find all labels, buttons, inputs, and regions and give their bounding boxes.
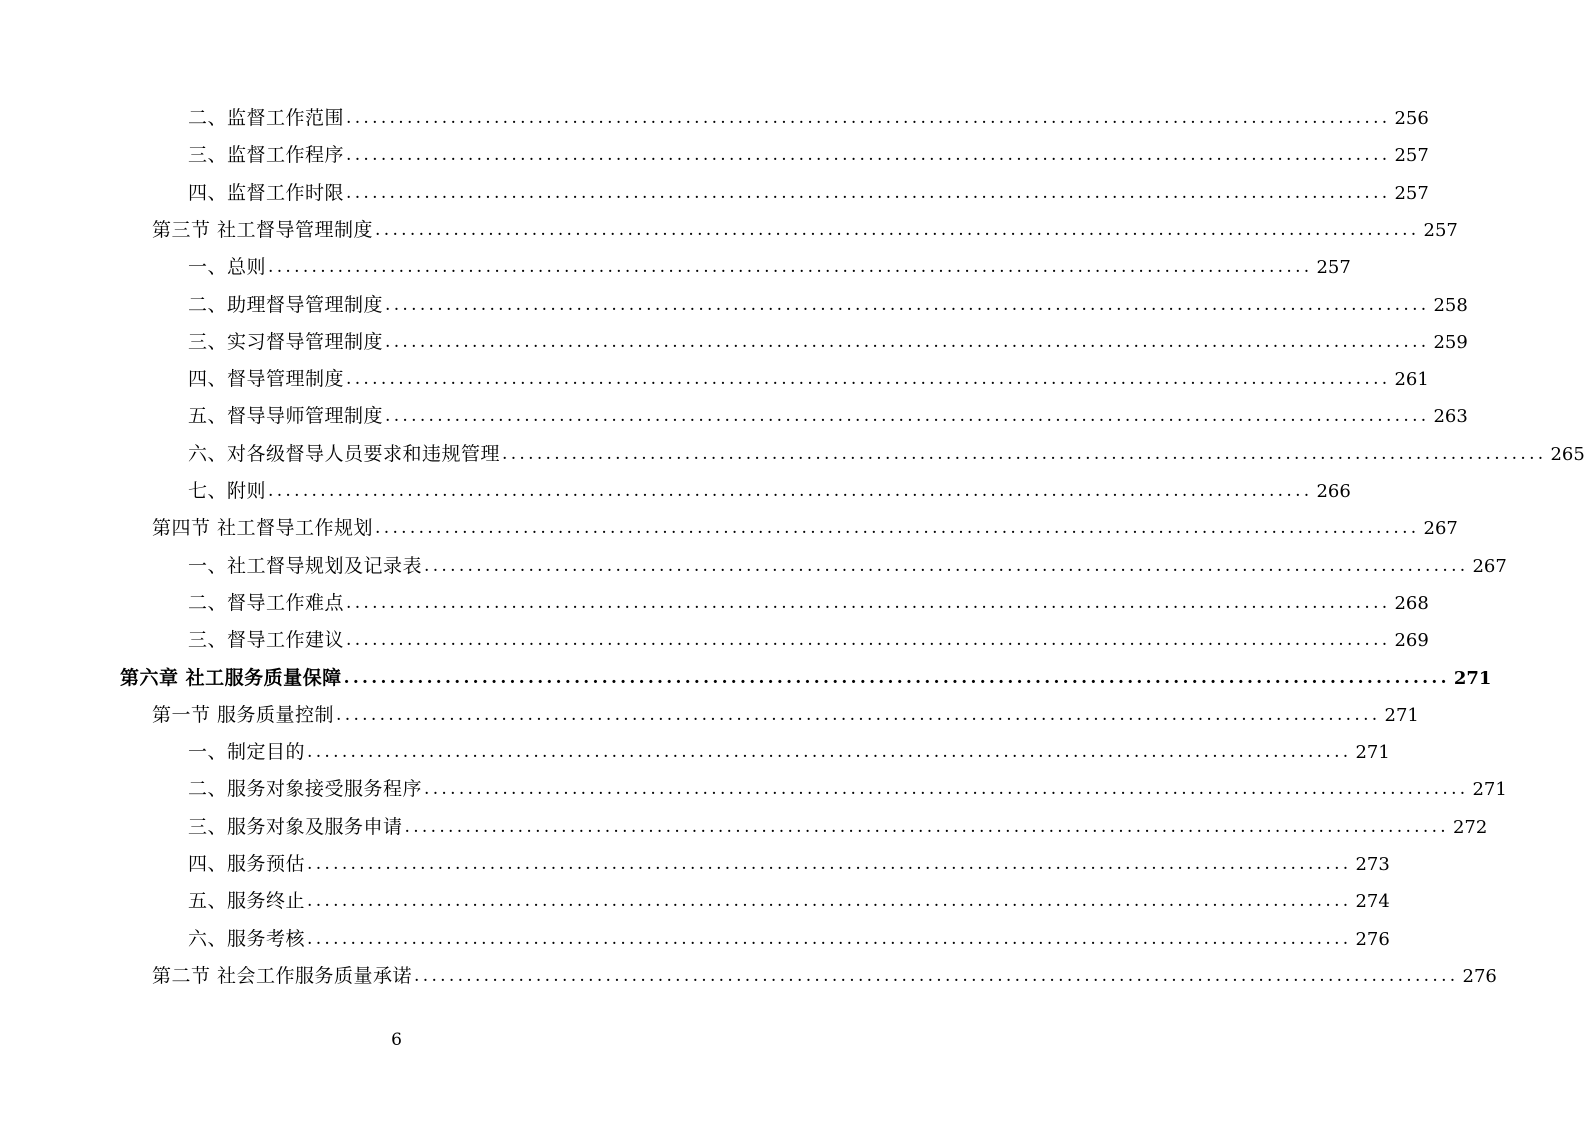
toc-entry-item[interactable]	[188, 137, 1429, 174]
toc-entry-label: 三、督导工作建议	[188, 629, 345, 652]
toc-entry-item[interactable]	[188, 473, 1351, 510]
toc-dot-leader: ........................................................................................................................	[346, 145, 1391, 166]
toc-dot-leader: ........................................................................................................................	[336, 704, 1381, 725]
toc-dot-leader: ........................................................................................................................	[307, 742, 1352, 763]
toc-dot-leader: ........................................................................................................................	[346, 630, 1391, 651]
page-number: 6	[391, 1030, 402, 1050]
toc-entry-page: 263	[1433, 406, 1468, 428]
toc-entry-item[interactable]	[188, 846, 1390, 883]
toc-entry-label: 第一节 服务质量控制	[152, 703, 335, 726]
toc-entry-page: 271	[1453, 667, 1492, 689]
toc-dot-leader: ........................................................................................................................	[385, 294, 1430, 315]
toc-dot-leader: ........................................................................................................................	[268, 257, 1313, 278]
toc-dot-leader: ........................................................................................................................	[346, 592, 1391, 613]
toc-entry-page: 257	[1423, 219, 1458, 241]
toc-entry-item[interactable]	[188, 809, 1488, 846]
toc-entry-page: 257	[1394, 182, 1429, 204]
toc-entry-label: 一、总则	[188, 256, 267, 279]
toc-entry-page: 274	[1355, 891, 1390, 913]
toc-dot-leader: ........................................................................................................................	[404, 816, 1449, 837]
toc-entry-chapter[interactable]	[120, 660, 1492, 697]
toc-entry-label: 二、监督工作范围	[188, 107, 345, 129]
toc-entry-page: 265	[1550, 443, 1585, 465]
toc-entry-item[interactable]	[188, 436, 1585, 473]
toc-entry-page: 258	[1433, 294, 1468, 316]
toc-entry-page: 276	[1355, 928, 1390, 950]
toc-dot-leader: ........................................................................................................................	[424, 779, 1469, 800]
toc-entry-item[interactable]	[188, 921, 1390, 958]
toc-dot-leader: ........................................................................................................................	[414, 965, 1459, 986]
toc-entry-label: 三、服务对象及服务申请	[188, 815, 403, 838]
toc-entry-label: 第二节 社会工作服务质量承诺	[152, 964, 413, 987]
toc-entry-label: 七、附则	[188, 480, 267, 502]
toc-dot-leader: ........................................................................................................................	[343, 667, 1450, 688]
toc-entry-item[interactable]	[188, 771, 1507, 808]
toc-entry-label: 第六章 社工服务质量保障	[120, 666, 342, 689]
toc-dot-leader: ........................................................................................................................	[307, 854, 1352, 874]
toc-entry-page: 267	[1472, 555, 1507, 577]
toc-entry-section[interactable]	[152, 510, 1458, 547]
toc-entry-page: 257	[1394, 145, 1429, 167]
toc-entry-label: 四、服务预估	[188, 853, 306, 875]
toc-entry-item[interactable]	[188, 175, 1429, 212]
toc-dot-leader: ........................................................................................................................	[268, 481, 1313, 501]
toc-dot-leader: ........................................................................................................................	[375, 219, 1420, 240]
toc-entry-page: 267	[1423, 518, 1458, 540]
toc-entry-label: 一、社工督导规划及记录表	[188, 554, 423, 577]
toc-entry-label: 二、督导工作难点	[188, 591, 345, 614]
toc-entry-page: 266	[1316, 481, 1351, 502]
toc-entry-section[interactable]	[152, 958, 1497, 995]
toc-dot-leader: ........................................................................................................................	[385, 406, 1430, 427]
toc-dot-leader: ........................................................................................................................	[346, 108, 1391, 128]
toc-entry-page: 271	[1355, 742, 1390, 764]
toc-entry-page: 257	[1316, 257, 1351, 279]
toc-entry-item[interactable]	[188, 585, 1429, 622]
toc-entry-item[interactable]	[188, 883, 1390, 920]
toc-dot-leader: ........................................................................................................................	[385, 331, 1430, 352]
toc-entry-label: 二、服务对象接受服务程序	[188, 778, 423, 801]
toc-entry-item[interactable]	[188, 734, 1390, 771]
toc-dot-leader: ........................................................................................................................	[307, 891, 1352, 912]
toc-entry-label: 第三节 社工督导管理制度	[152, 218, 374, 241]
toc-entry-item[interactable]	[188, 287, 1468, 324]
toc-dot-leader: ........................................................................................................................	[502, 443, 1547, 464]
toc-entry-page: 259	[1433, 331, 1468, 353]
toc-entry-label: 第四节 社工督导工作规划	[152, 517, 374, 540]
toc-dot-leader: ........................................................................................................................	[346, 369, 1391, 390]
toc-entry-label: 一、制定目的	[188, 741, 306, 764]
toc-dot-leader: ........................................................................................................................	[375, 518, 1420, 539]
toc-entry-section[interactable]	[152, 212, 1458, 249]
toc-dot-leader: ........................................................................................................................	[307, 928, 1352, 949]
toc-entry-item[interactable]	[188, 548, 1507, 585]
toc-entry-page: 261	[1394, 369, 1429, 391]
toc-entry-page: 271	[1472, 779, 1507, 801]
toc-dot-leader: ........................................................................................................................	[346, 182, 1391, 203]
toc-dot-leader: ........................................................................................................................	[424, 555, 1469, 576]
toc-entry-label: 三、监督工作程序	[188, 144, 345, 167]
toc-entry-page: 276	[1462, 965, 1497, 987]
toc-entry-page: 269	[1394, 630, 1429, 652]
toc-entry-label: 三、实习督导管理制度	[188, 330, 384, 353]
toc-entry-item[interactable]	[188, 249, 1351, 286]
toc-entry-label: 六、服务考核	[188, 927, 306, 950]
toc-entry-section[interactable]	[152, 697, 1419, 734]
toc-entry-label: 六、对各级督导人员要求和违规管理	[188, 442, 501, 465]
toc-entry-item[interactable]	[188, 324, 1468, 361]
toc-entry-item[interactable]	[188, 361, 1429, 398]
toc-entry-page: 256	[1394, 108, 1429, 129]
toc-entry-item[interactable]	[188, 100, 1429, 137]
toc-entry-page: 271	[1384, 704, 1419, 726]
toc-entry-label: 五、服务终止	[188, 890, 306, 913]
toc-entry-item[interactable]	[188, 398, 1468, 435]
toc-entry-page: 272	[1452, 816, 1488, 838]
toc-entry-label: 四、督导管理制度	[188, 368, 345, 391]
toc-entry-label: 四、监督工作时限	[188, 181, 345, 204]
toc-entry-item[interactable]	[188, 622, 1429, 659]
toc-entry-page: 268	[1394, 592, 1429, 614]
toc-entry-label: 五、督导导师管理制度	[188, 405, 384, 428]
toc-entry-page: 273	[1355, 854, 1390, 875]
toc-entry-label: 二、助理督导管理制度	[188, 293, 384, 316]
